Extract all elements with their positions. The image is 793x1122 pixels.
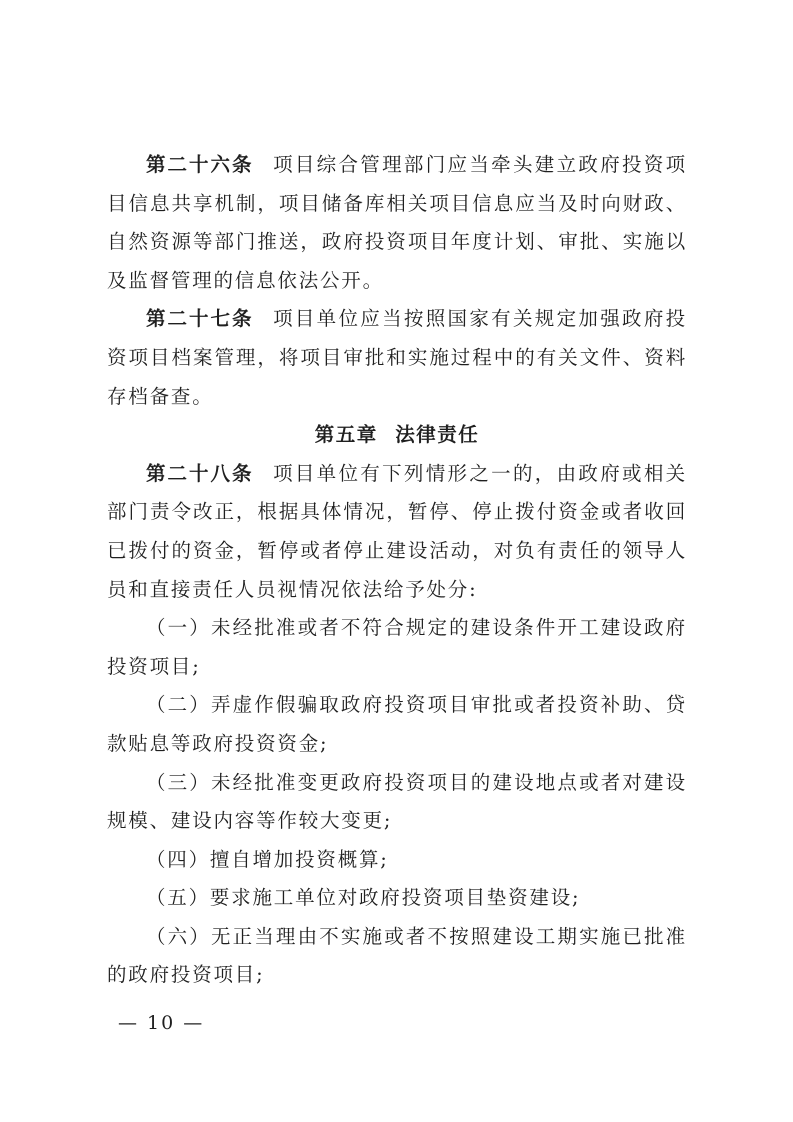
article-28 — [107, 455, 687, 609]
article-26-text: 项目综合管理部门应当牵头建立政府投资项目信息共享机制，项目储备库相关项目信息应当及时向财政、自然资源等部门推送，政府投资项目年度计划、审批、实施以及监督管理的信息依法公开。 — [107, 153, 687, 292]
article-27 — [107, 300, 687, 416]
chapter-title: 法律责任 — [395, 423, 480, 447]
list-item: （三）未经批准变更政府投资项目的建设地点或者对建设规模、建设内容等作较大变更; — [107, 770, 687, 833]
list-item: （二）弄虚作假骗取政府投资项目审批或者投资补助、贷款贴息等政府投资资金; — [107, 693, 687, 755]
article-27-text: 项目单位应当按照国家有关规定加强政府投资项目档案管理，将项目审批和实施过程中的有关文件、资料存档备查。 — [107, 307, 687, 408]
article-26-number: 第二十六条 — [146, 153, 254, 176]
article-28-text: 项目单位有下列情形之一的，由政府或相关部门责令改正，根据具体情况，暂停、停止拨付资金或者收回已拨付的资金，暂停或者停止建设活动，对负有责任的领导人员和直接责任人员视情况依法给予处分: — [107, 461, 687, 601]
list-item: （四）擅自增加投资概算; — [146, 847, 389, 871]
chapter-number: 第五章 — [314, 423, 378, 447]
list-item: （五）要求施工单位对政府投资项目垫资建设; — [146, 886, 581, 910]
list-item: （六）无正当理由不实施或者不按照建设工期实施已批准的政府投资项目; — [107, 924, 687, 987]
article-26 — [107, 146, 687, 300]
article-27-number: 第二十七条 — [146, 307, 254, 331]
page-body — [107, 146, 687, 995]
list-item: （一）未经批准或者不符合规定的建设条件开工建设政府投资项目; — [107, 616, 687, 678]
chapter-heading — [107, 416, 687, 455]
page-number: — 10 — — [118, 1012, 205, 1034]
article-28-number: 第二十八条 — [146, 461, 254, 485]
